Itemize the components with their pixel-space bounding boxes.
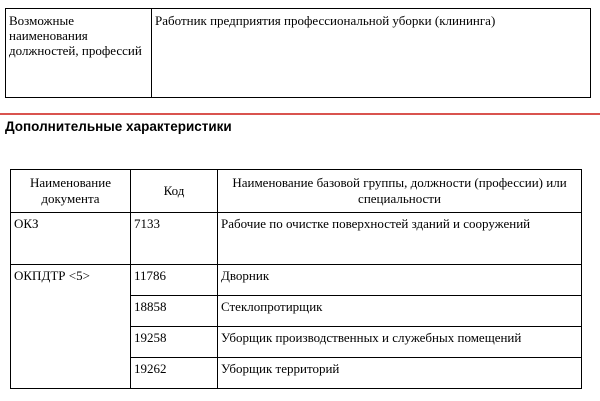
characteristics-table <box>10 169 582 389</box>
possible-titles-value: Работник предприятия профессиональной уборки (клининга) <box>152 9 591 98</box>
section-title: Дополнительные характеристики <box>5 119 232 134</box>
possible-titles-label: Возможные наименования должностей, профессий <box>6 9 152 98</box>
header-code: Код <box>131 170 218 213</box>
possible-titles-table <box>5 8 591 98</box>
cell-document: ОКПДТР <5> <box>11 265 131 389</box>
header-name: Наименование базовой группы, должности (профессии) или специальности <box>218 170 582 213</box>
cell-code: 19258 <box>131 327 218 358</box>
table-row <box>11 213 582 265</box>
cell-code: 7133 <box>131 213 218 265</box>
cell-name: Уборщик производственных и служебных помещений <box>218 327 582 358</box>
cell-name: Дворник <box>218 265 582 296</box>
cell-name: Уборщик территорий <box>218 358 582 389</box>
header-document: Наименование документа <box>11 170 131 213</box>
cell-code: 11786 <box>131 265 218 296</box>
section-divider <box>0 113 600 115</box>
cell-document: ОКЗ <box>11 213 131 265</box>
cell-name: Рабочие по очистке поверхностей зданий и сооружений <box>218 213 582 265</box>
cell-name: Стеклопротирщик <box>218 296 582 327</box>
cell-code: 18858 <box>131 296 218 327</box>
cell-code: 19262 <box>131 358 218 389</box>
table-row <box>11 265 582 296</box>
